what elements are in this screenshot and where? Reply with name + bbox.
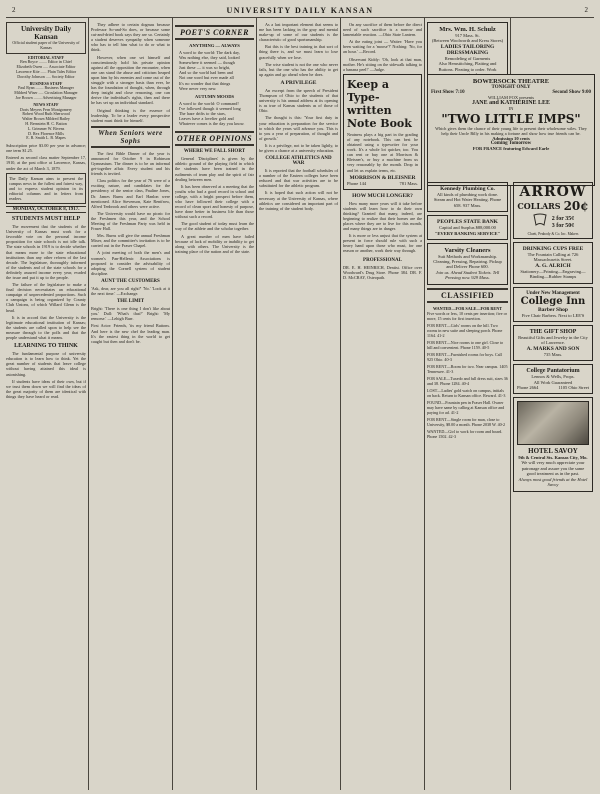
film-description: Which gives them the chance of their young life to present their wholesome wiles. They help their Uncle Billy in his making a fortune and show how true friends can be. [435,125,587,136]
staff-line: D. Rex Florence Mills [28,130,64,136]
star-names: JANE and KATHERINE LEE [471,100,551,107]
typewriter-ad-contact [347,181,418,186]
arrow-middle [516,199,590,213]
editorial-staff-heading: EDITORIAL STAFF [28,54,64,60]
editorial-2-body [6,351,86,399]
mission-note: The Daily Kansan aims to present the campus news in the fullest and fairest way, and to express student opinion in its editorial columns and in letters from readers. [6,173,86,204]
column-6-lower [427,182,508,790]
staff-line: Ben Boyce ........ Editor in Chief [20,59,72,65]
show-time-2: Second Show 9:00 [552,90,591,95]
other-opinions-heading: OTHER OPINIONS [175,131,254,146]
masthead-rule [6,17,594,18]
privilege-body [259,88,338,153]
staff-line: Mildred Wiser ..... Circulation Manager [14,90,78,96]
schulz-ad-sub: Remodeling of Garments [444,55,491,61]
gift-shop-ad [513,325,593,361]
peoples-bank-heading: PEOPLES STATE BANK [437,219,498,226]
staff-box [6,56,86,142]
staff-line: Robert Wood Ruth Sherwood [22,111,70,117]
column-rule [340,18,341,790]
paragraph: It is hoped that such action will not be necessary at the University of Kansas, where athletics are considered an important part of the training of the student body. [259,190,338,211]
classified-item: FOR RENT—Nice rooms to one girl. Close to hill and convenient. Phone 1159. 40-5 [427,339,504,350]
pantatorium-address: 1105 Ohio Street [558,385,589,391]
column-7 [513,182,593,790]
other-opinions-body [175,156,254,254]
kennedy-ad-heading: Kennedy Plumbing Co. [440,186,495,192]
schulz-ad-heading: LADIES TAILORING DRESSMAKING [440,43,495,56]
quote-body: 'Ask, dear, are you all right?' 'No.' 'Look at it the next time.' —Exchange. [91,285,170,297]
poem-line: A word to the world: O command! [179,100,239,106]
schulz-ad-address: 917 Mass. St. [455,33,480,38]
page-number-left: 2 [12,6,16,14]
poets-corner-heading: POET'S CORNER [175,25,254,40]
arrow-collars-ad [513,182,593,239]
paragraph: It is in accord that the University is the legitimate educational institution of Kansas; the students are called upon to help see the measure through to the polls and that the people understand what it means. [6,314,86,341]
college-inn-name: College Inn [520,295,586,307]
paragraph: The movement that the students of the University of Kansas must work for a favorable vote on the personal income proposition for state schools is not idle talk. The state schools in 1919 is to decide whether that means more to the state educational institutions than any other reform of the last decade. The legislature, thoroughly informed of the students and of the state schools for a definitely assured income every year, evaded the issue and put it up to the people. [6,224,86,281]
peoples-bank-tagline: "EVERY BANKING SERVICE" [434,230,501,236]
subscription-note: Subscription price $3.00 per year in advance; one term $1.25. [6,143,86,154]
column-5-body [343,22,422,72]
poem-1-title: ANYTHING — ALWAYS [189,43,240,48]
theatre-name: BOWERSOCK THEATRE [472,78,550,85]
paragraph: At the eating joint — Waiter: 'Have you been waiting for a 'moose'?' Nothing: 'No, for an hour.' —Record. [343,39,422,55]
pantatorium-ad [513,364,593,394]
poem-2-title: AUTUMN MOODS [194,93,235,99]
peoples-bank-ad [427,215,508,239]
paragraph: An excerpt from the speech of President Thompson of Ohio to the students of that university is his annual address at its opening is as true of Kansas students as of those of Ohio. [259,87,338,114]
privilege-heading: A PRIVILEGE [280,79,317,86]
staff-line: H. Bernstein H. C. Batton [25,120,67,126]
varsity-cleaners-ad [427,243,508,285]
classified-item: WANTED—Girl to work for room and board. Phone 1502. 42-3 [427,428,503,439]
paragraph: The failure of the legislature to make a final decision necessitates an educational campaign of unprecedented proportions. Such a campaign is being organized by County Club Unions, of which Willard Glenn is the head. [6,282,86,313]
varsity-cleaners-join: Join us. Ahead Student Tickets. Tell Pressing now. 929 Mass. [435,269,500,281]
college-inn-management: Under New Management [526,290,580,296]
poem-line: Whatever comes is the day you know. [179,121,245,127]
star-intro: WILLIAM FOX presents [488,95,534,100]
page-number-right: 2 [584,6,588,14]
staff-line: L. Grimmer W. Bivens [27,125,65,131]
film-title: "TWO LITTLE IMPS" [441,111,581,126]
schulz-ad [427,22,508,81]
column-2-body [91,22,170,123]
drinking-cups-heading: DRINKING CUPS FREE [522,246,584,252]
quote-heading: AUNT THE CUSTOMERS [101,278,160,284]
arrow-price-2: 3 for 50¢ [551,222,575,229]
paragraph: It is more or less unjust that the system at present in force should rule with such a heavy hand upon those who must, for one reason or another, work their way through. [343,233,422,254]
professional-body: DR. E. H. HEINRICH, Dentist. Office over Woodward's Drug Store. Phone 384. DR. F. D. McCRAY, Osteopath. [343,264,422,280]
star-in: IN [508,106,514,112]
classified-item: FOR RENT—Girls' rooms on the hill. Two rooms in new suite and sleeping porch. Phone 1164. 41-2 [427,322,503,338]
college-athletics-heading: COLLEGE ATHLETICS AND WAR [265,156,332,167]
column-rule [172,18,173,790]
paragraph: A joint meeting of both the men's and women's Pan-Hellenic Associations is proposed to consider the advisability of adopting the Cornell system of student discipline. [91,250,170,276]
coming-film: FOR FRANCE featuring Edward Earle [472,146,550,151]
arrow-maker: Cluett, Peabody & Co. Inc. Makers [527,232,579,236]
paragraph: Mrs. Burns will give the annual Freshman Mixer, and the committee's invitation is to be carried out in the Fraser Chapel. [91,233,170,249]
poem-body: Bright: 'There is one thing I don't like about you.' Dull: 'What's that?' Bright: 'My remorse.' —Lehigh Burr. [91,306,170,322]
entry-note: Entered as second class matter September 17, 1910, at the post office at Lawrence, Kansas, under the act of March 3, 1879. [6,155,86,171]
drinking-cups-body: The Fountain Calling at 726 Massachusetts Street. [527,252,579,263]
classified-item: LOST—Ladies' gold watch on campus, initials on back. Return to Kansan office. Reward. 41-3 [427,387,506,398]
column-5 [343,22,422,790]
poem-heading: THE LIMIT [116,299,145,305]
typewriter-ad [343,74,422,190]
schulz-ad-line: (Between Woolworth and Kress Stores) [431,38,504,44]
paragraph: The wise student is not the one who never fails, but the one who has the ability to get up again and go ahead when he does. [259,61,338,77]
footer-note: First Actor: Friends, 'tis my friend Buttons. And here is the new chef the leading man. It's the easiest thing in the world to get caught but then and don't be. [91,323,170,344]
paragraph: But this is the best training in that sort of thing there is, and we must learn to lose gracefully when we lose. [259,44,338,60]
other-opinions-subheading: WHERE WE FALL SHORT [183,149,246,155]
arrow-heading: ARROW [519,184,587,200]
paragraph: As a last important element that seems to me has been lacking in the gray and mental make-up of some of our students is the characteristic of good sportsmanship. [259,22,338,43]
drinking-cups-ad [513,242,593,284]
peoples-bank-sub: Capital and Surplus $88,000.00 [439,225,496,231]
schulz-ad-name: Mrs. Wm. H. Schulz [439,26,496,33]
pantatorium-sub: Lennox & Wells, Props. [531,374,575,380]
pantatorium-phone: Phone 2664 [517,385,539,391]
typewriter-ad-phone: Phone 144 [347,180,367,186]
coming-tomorrow: Coming Tomorrow [490,141,532,146]
paragraph: They adhere to certain dogmas because Professor So-and-So does, or because some cut-and-dried book says they are so. Certainly a student deserves sympathy when someone who has to tell him what to do or what to think. [91,22,170,53]
theatre-admission: Admission 10 cents [492,136,530,141]
poem-line: The haze drifts to the stars, [179,110,226,116]
poem-line: Not one word but ever made all [179,75,234,81]
theatre-tonight: TONIGHT ONLY [491,85,531,90]
classified-item: FOR SALE—Tuxedo and full dress suit, sizes 36 and 38. Phone 1284. 40-4 [427,375,508,386]
paragraph: It is a privilege, not to be taken lightly, to be given a chance at a university education. [259,142,338,153]
editorial-1-body [6,224,86,340]
paragraph: It is reported that the football schedules of a number of the Eastern colleges have been reduced and that war activities are to be substituted for the athletic program. [259,168,338,189]
arrow-price: 20¢ [563,199,589,213]
paragraph: However, when one set himself and conscientiously hold his private opinion against all the opposition the encounter, when one can stand the abuse and criticism heaped upon him by his enemies and come out of the struggle with a stronger basis than ever, he has the foundation of thought, when, through deep insight and close reasoning, one can derive the individual's rights, then and there he has set up an individual standard. [91,54,170,106]
paragraph: The good student of today must learn the way of the athlete and the scholar together. [175,221,254,232]
column-rule [88,18,89,790]
poem-line: A word to the world: The dark day, [179,50,240,55]
editorial-1-title: STUDENTS MUST HELP [11,216,81,223]
paragraph: A great number of men have failed because of lack of mobility or inability to get along with others. The University is the training place of the nation and of the state. [175,233,254,254]
arrow-pricing [516,213,590,232]
arrow-price-1: 2 for 35¢ [551,215,575,222]
varsity-cleaners-heading: Varsity Cleaners [444,246,491,254]
hotel-savoy-tagline: Always most good friends at the Hotel Savoy [518,476,588,488]
drinking-cups-name: A. G. ALRICH [535,262,571,269]
professional-heading: PROFESSIONAL [363,257,402,263]
kennedy-ad-body: All kinds of plumbing work done. Steam and Hot Water Heating. Phone 658. 937 Mass. [433,192,502,208]
paragraph: General 'Disciplines' is given by the athletic ground of the playing field in which the students have been trained in the rudiments of team play and the spirit of fair dealing between men. [175,156,254,182]
column-3 [175,22,254,790]
staff-line: Elizabeth Owen ..... Associate Editor [16,64,76,70]
poem-line: It's no wonder that that things [179,80,231,86]
paragraph: The first Bible Dinner of the year is announced for October 9 in Robinson Gymnasium. The dinner is to be an informal get-together affair. Every student and his friends is invited. [91,150,170,177]
staff-line: Joe Brown ........ Advertising Manager [15,94,77,100]
poem-line: Was nothing else, they said, looked [179,55,240,61]
how-much-heading: HOW MUCH LONGER? [352,192,413,199]
typewriter-ad-address: 781 Mass. [399,180,418,186]
poem-line: Just these — it was so bright, [179,65,231,71]
nameplate: University Daily Kansan [20,25,72,41]
typewriter-ad-store: MORRISON & BLEISNER [349,174,416,181]
kennedy-ad [427,182,508,212]
classified-item: FOR RENT—Furnished rooms for boys. Call 925 Ohio. 40-3 [427,351,502,362]
college-inn-sub: Barber Shop [537,306,568,313]
pantatorium-heading: College Pantatorium [526,368,580,375]
staff-line: Dorothy Johnson ..... Society Editor [17,73,75,79]
staff-line: Walter Brown Mildred Bailey [22,116,70,122]
hotel-building-image [517,401,589,445]
paragraph: The University would have no picnic for the Freshmen this year, and the School Meeting of the Freshman Party was held in Fraser Hall. [91,210,170,232]
paragraph: On any sacrifice of them before the direct need of such sacrifice is a narrow and lamentable reaction. —Ohio State Lantern. [343,22,422,38]
column-rule [424,18,425,790]
paragraph: The thought is this: 'Your first duty in your education is preparation for the service to which the years will advance you. This is to you a year of preparation, of thought and of growth.' [259,115,338,141]
dateline: MONDAY, OCTOBER 8, 1917. [6,206,86,213]
pantatorium-body: All Work Guaranteed [533,379,573,385]
classified-item: FOR RENT—Room for two. Near campus. 1405 Tennessee. 41-3 [427,363,508,374]
drinking-cups-sub: Stationery—Printing—Engraving—Binding—Rubber Stamps [520,268,586,280]
pantatorium-contact [517,385,589,390]
column-4-body [259,22,338,77]
how-much-body [343,201,422,254]
poem-line: Were never very new. [179,85,217,91]
nameplate-subtitle: Official student paper of the University of Kansas [12,40,80,50]
arrow-heading-2: COLLARS [517,201,561,211]
staff-line: E. R. Smith L. B. Mapes [26,135,66,141]
classified-heading: CLASSIFIED [427,288,508,303]
masthead: UNIVERSITY DAILY KANSAN [226,6,374,15]
classified-item: FOUND—Fountain pen in Fraser Hall. Owner may have same by calling at Kansan office and paying for ad. 41-2 [427,399,505,415]
staff-line: Paul Ryan ........ Business Manager [18,85,74,91]
paragraph: Original thinking is the essence of leadership. To be a leader every prospective student must think for himself. [91,107,170,123]
bowersock-theatre-ad [427,74,595,186]
classified-item: FOR RENT—Single room for man, close to University, $8.00 a month. Phone 2038 W. 40-2 [427,416,506,427]
nameplate-box [6,22,86,54]
gift-shop-body: Beautiful Gifts and Jewelry in the City of Lawrence. [518,335,588,346]
collar-icon [532,213,548,232]
paragraph: The fundamental purpose of university education is to learn how to think. Yet the great number of students that leave college without having attained this ideal is astonishing. [6,351,86,377]
hotel-savoy-sub: 9th & Central Sts. Kansas City, Mo. [518,455,588,461]
college-inn-address: Five Chair Barbers. Next to LEE'S [521,312,585,318]
editorial-2-title: LEARNING TO THINK [14,343,78,350]
classified-subheading: WANTED—FOR SALE—FOR RENT [432,305,503,311]
hotel-savoy-heading: HOTEL SAVOY [528,447,578,456]
hotel-savoy-body: We will very much appreciate your patronage and assure you the same good treatment as in the past. [521,460,585,477]
staff-line: Doris Meyers Fern Montgomery [19,106,73,112]
poem-line: Somewhere it seemed — though [179,60,235,66]
news-staff-heading: NEWS STAFF [33,101,59,107]
column-2 [91,22,170,790]
paragraph: Observant Kiddy: 'Oh, look at that man, mother. He's sitting on the sidewalk talking to a banana peel!' —Judge. [343,56,422,72]
schulz-ad-body: Also Hemstitching, Plaiting and Buttons. Pleating to order. Work [438,61,497,72]
business-staff-heading: BUSINESS STAFF [29,80,63,86]
show-time-1: First Show 7:10 [431,90,465,95]
staff-line: Lawrence Kite ...... Plain Tales Editor [15,68,77,74]
poem-2 [175,101,254,126]
poem-line: I've followed though it seemed long [179,105,241,111]
column-rule [256,18,257,790]
paragraph: It has been observed at a meeting that the youths who had a good record in school and college, with a bright prospect before them, who have followed their college with a record of clean sport and honesty of purpose, have done better in business life than those without such a record. [175,183,254,220]
gift-shop-heading: THE GIFT SHOP [529,329,577,336]
arrow-price-list [552,216,575,230]
paragraph: Class politics for the year of 76 were of a exciting nature, and candidates for the presidency of the senior class, Pauline Jones, Dr. James Burns and Earl Hanlon were mentioned. Alice Stevenson, Kate Rentfrow, Alfred Tenbrook and others were active. [91,178,170,209]
section-body [91,151,170,276]
varsity-cleaners-body: Suit Methods and Workmanship. Cleaning, Pressing, Repairing. Pickup and Deliver Phone 600. [433,253,502,270]
typewriter-ad-body: Neatness plays a big part in the grading of any notebook. This can best be obtained using a typewriter for your work. It's a whole lot quicker, too. You can rent or buy one at Morrison & Bleisner's, or buy a machine from us very reasonably by the month. Drop in and let us explain terms, etc. [347,131,418,173]
poem-line: Leaves have a lovelier gold and [179,116,234,122]
college-athletics-body [259,168,338,211]
hotel-savoy-ad [513,397,593,491]
gift-shop-address: 735 Mass. [543,351,563,357]
column-4 [259,22,338,790]
paragraph: If students have ideas of their own, but if we trust them down we will find the ideas of the great majority of them are identical with things they have heard or read. [6,378,86,399]
gift-shop-name: A. MARKS AND SON [526,345,580,352]
poem-1 [175,50,254,91]
classified-rates: Five words or less, 10 cents per insertion; five or more, 15 cents for first insertion. [427,310,508,321]
column-1 [6,22,86,790]
poem-line: And so the world had been and [179,70,233,76]
typewriter-ad-heading: Keep a Type-written Note Book [347,77,412,130]
paragraph: How many more years will it take before students will learn how to do their own thinking? Granted that many, indeed, are beginning to realize that their homes are the places where they are to live for this month, and many things are in danger. [343,200,422,232]
section-heading: When Seniors were Sophs [91,126,170,148]
college-inn-ad [513,287,593,322]
